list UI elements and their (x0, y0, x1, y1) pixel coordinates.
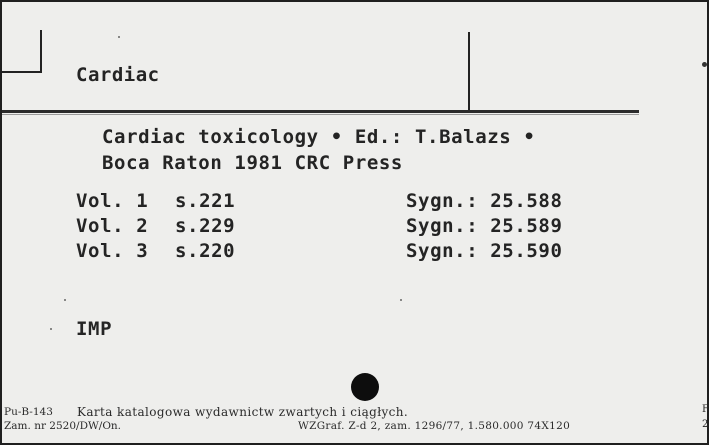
volume-1-signature: Sygn.: 25.588 (406, 190, 563, 212)
frame-line-horizontal-left (2, 71, 42, 73)
footer-order-number: Zam. nr 2520/DW/On. (4, 420, 122, 432)
header-rule-shadow (2, 114, 639, 115)
entry-title-line: Cardiac toxicology • Ed.: T.Balazs • (102, 126, 536, 148)
frame-line-vertical-left (40, 30, 42, 72)
edge-mark (702, 62, 707, 67)
volume-1-label: Vol. 1 (76, 190, 149, 212)
footer-printer-info: WZGraf. Z-d 2, zam. 1296/77, 1.580.000 74X120 (298, 420, 571, 432)
volume-3-signature: Sygn.: 25.590 (406, 240, 563, 262)
footer-form-code: Pu-B-143 (4, 406, 53, 418)
volume-1-pages: s.221 (175, 190, 236, 212)
ink-speck (50, 328, 52, 330)
ink-speck (64, 299, 66, 301)
subject-heading: Cardiac (76, 64, 160, 86)
volume-2-label: Vol. 2 (76, 215, 149, 237)
imp-note: IMP (76, 318, 113, 340)
volume-2-signature: Sygn.: 25.589 (406, 215, 563, 237)
punch-hole (351, 373, 379, 401)
frame-line-vertical-right (468, 32, 470, 110)
ink-speck (118, 36, 120, 38)
entry-publication-line: Boca Raton 1981 CRC Press (102, 152, 403, 174)
volume-3-label: Vol. 3 (76, 240, 149, 262)
ink-speck (400, 299, 402, 301)
header-rule (2, 110, 639, 113)
footer-form-title: Karta katalogowa wydawnictw zwartych i ciągłych. (77, 405, 409, 419)
volume-3-pages: s.220 (175, 240, 236, 262)
volume-2-pages: s.229 (175, 215, 236, 237)
footer-edge-digit: 2 (702, 419, 709, 430)
footer-edge-letter: F (702, 404, 709, 415)
